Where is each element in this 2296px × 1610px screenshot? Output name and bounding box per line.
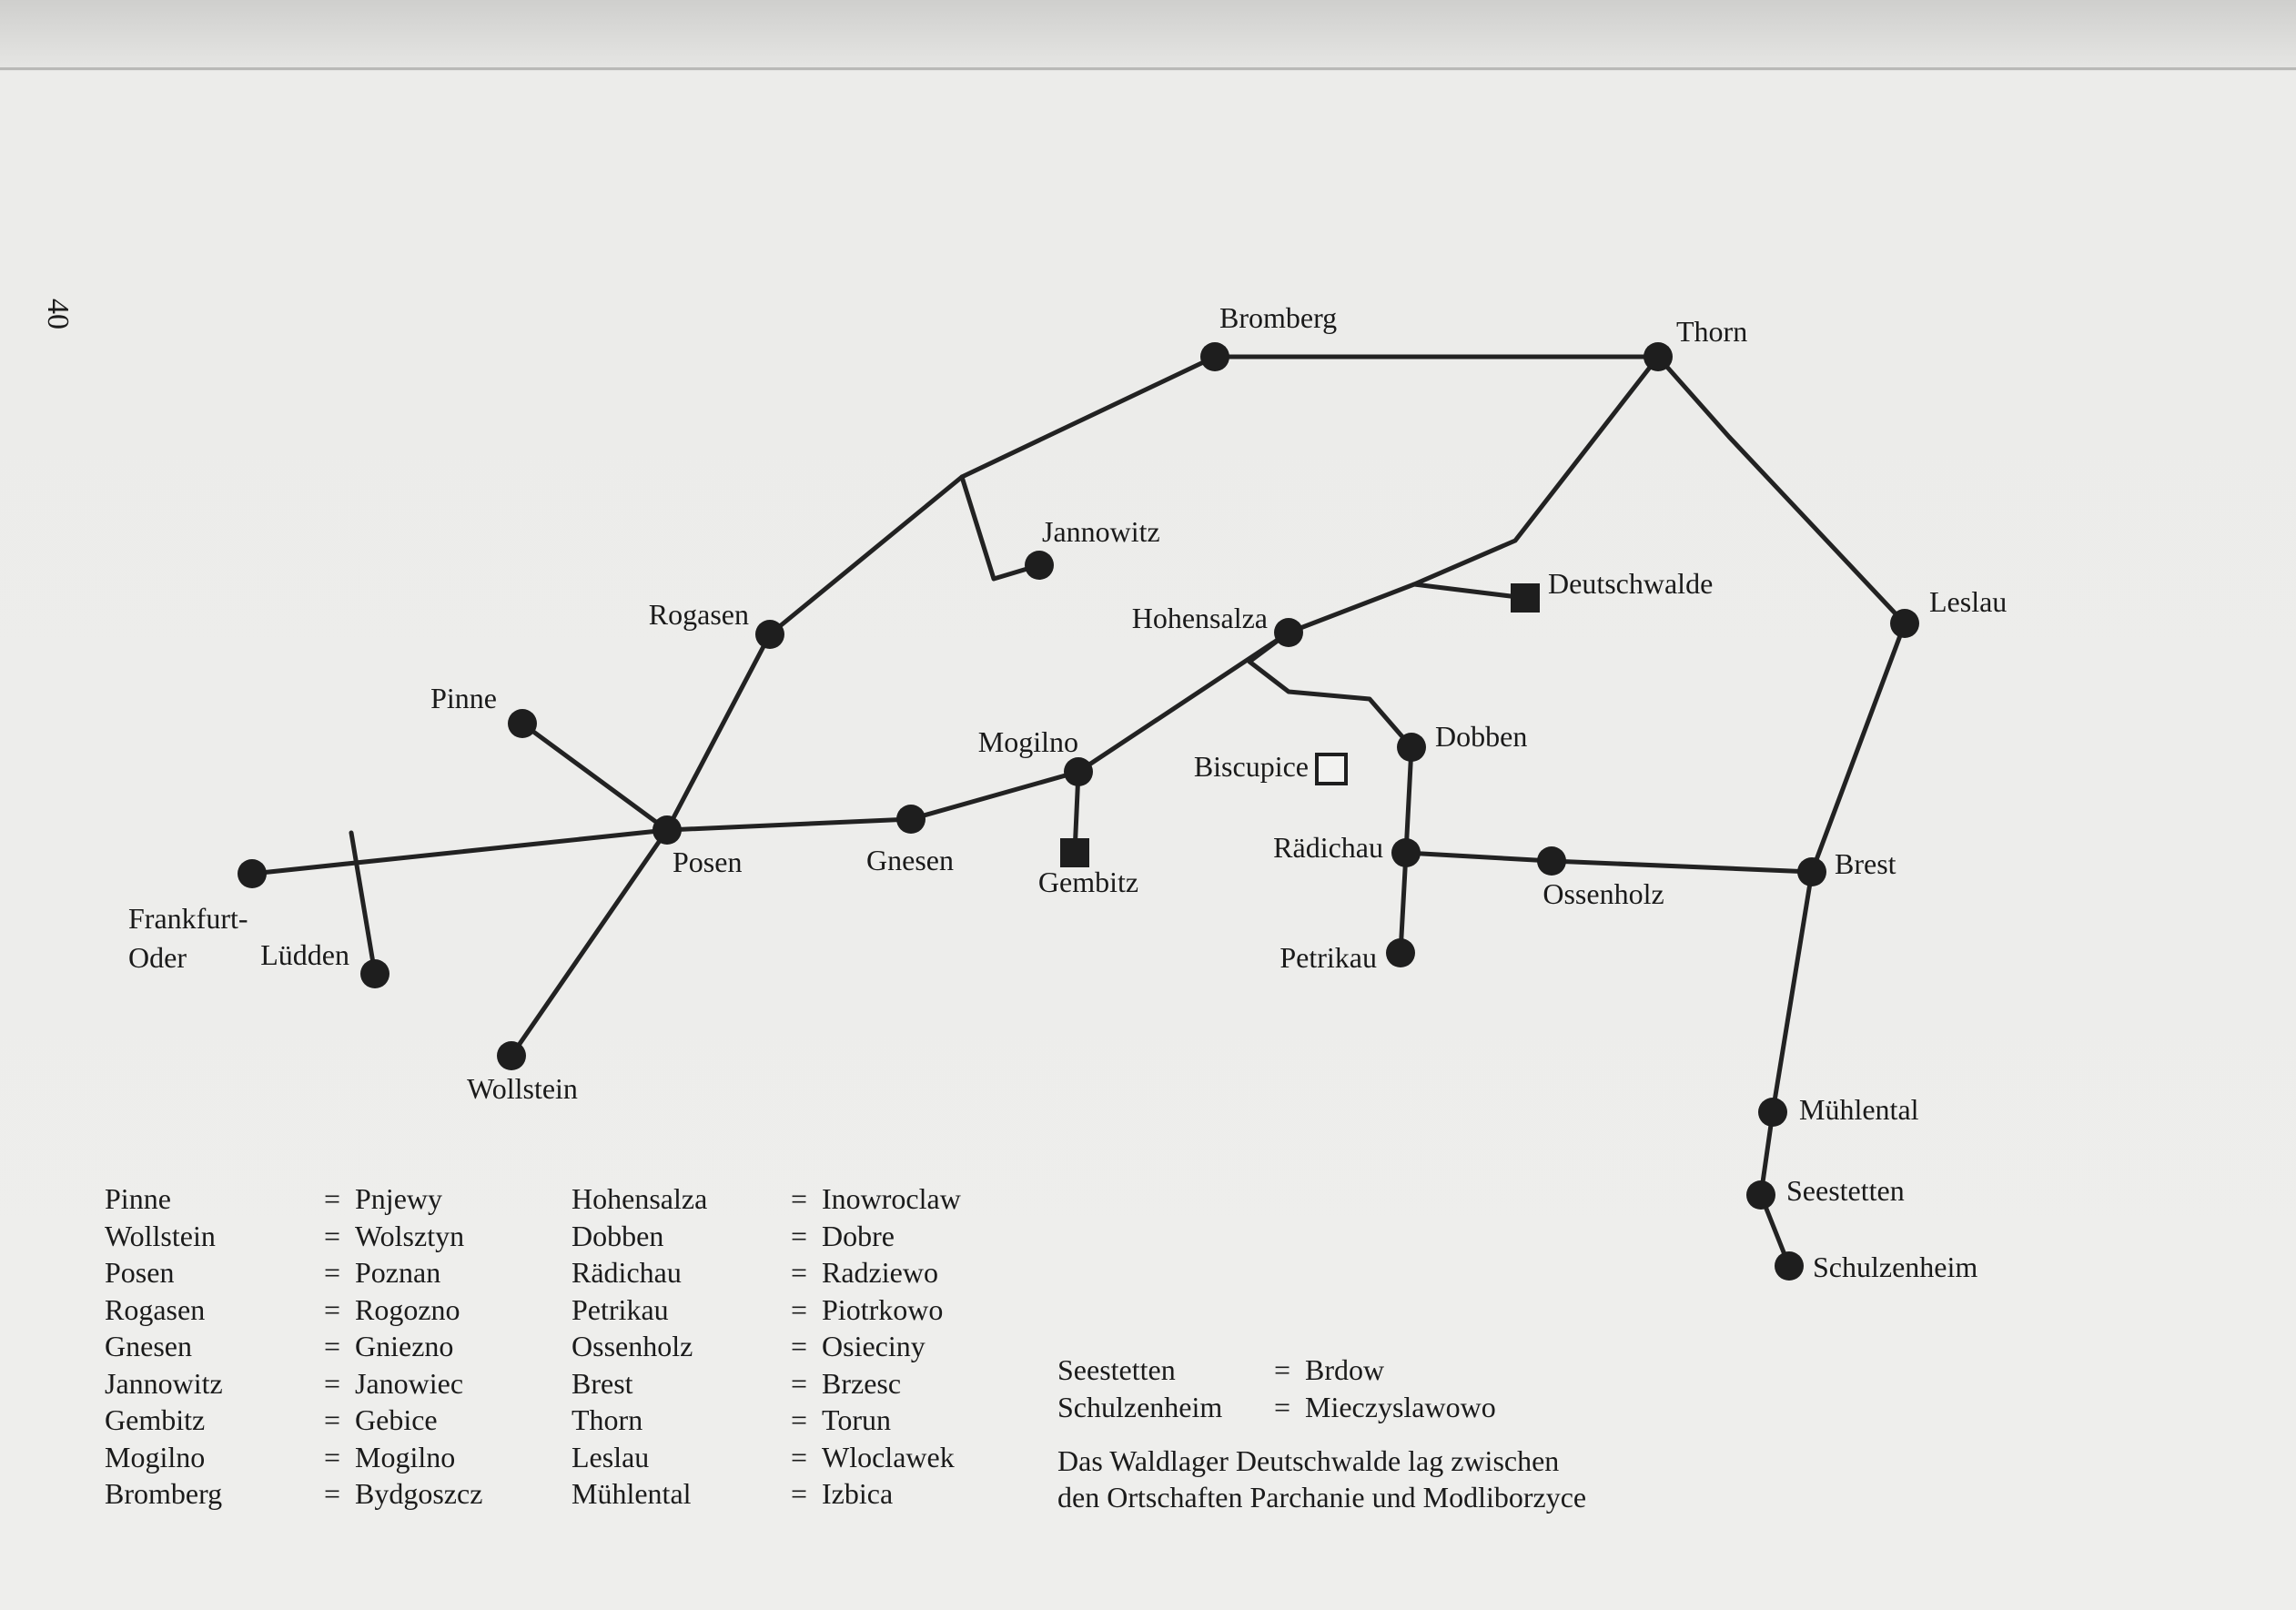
- rail-line-ossenholz-brest: [1552, 861, 1812, 872]
- legend-german-name: Hohensalza: [571, 1182, 708, 1215]
- legend-polish-name: Brdow: [1305, 1353, 1385, 1386]
- legend-german-name: Ossenholz: [571, 1330, 693, 1362]
- station-marker-muehlental: [1758, 1098, 1787, 1127]
- legend-row: [105, 1254, 564, 1291]
- note-line-1: Das Waldlager Deutschwalde lag zwischen: [1057, 1444, 1560, 1477]
- station-label-thorn: Thorn: [1676, 315, 1748, 348]
- legend-row: [571, 1218, 1031, 1255]
- rail-line-gnesen-mogilno: [911, 772, 1078, 819]
- station-label-seestetten: Seestetten: [1786, 1174, 1905, 1207]
- legend-row: [105, 1291, 564, 1329]
- legend-polish-name: Gniezno: [355, 1330, 454, 1362]
- rail-lines: [252, 357, 1905, 1266]
- station-label-mogilno: Mogilno: [977, 725, 1078, 758]
- station-marker-pinne: [508, 709, 537, 738]
- station-label-frankfurt: Frankfurt-Oder: [128, 902, 248, 974]
- legend-german-name: Rädichau: [571, 1256, 682, 1289]
- legend-row: [571, 1328, 1031, 1365]
- legend-row: [571, 1475, 1031, 1513]
- legend-column-1: [105, 1180, 564, 1513]
- legend-polish-name: Mieczyslawowo: [1305, 1390, 1496, 1423]
- station-marker-hohensalza: [1274, 618, 1303, 647]
- station-marker-frankfurt: [238, 859, 267, 888]
- station-label-gembitz: Gembitz: [1037, 866, 1139, 898]
- legend-german-name: Thorn: [571, 1403, 643, 1436]
- rail-line-raedichau-petrikau: [1401, 853, 1406, 953]
- rail-line-brest-muehlental: [1773, 872, 1812, 1112]
- legend-polish-name: Piotrkowo: [822, 1292, 944, 1326]
- legend-polish-name: Inowroclaw: [822, 1182, 961, 1215]
- legend-equals-sign: =: [790, 1366, 808, 1400]
- legend-equals-sign: =: [790, 1440, 808, 1473]
- legend-german-name: Brest: [571, 1366, 633, 1400]
- legend-row: [1057, 1352, 1542, 1389]
- legend-polish-name: Gebice: [355, 1403, 438, 1436]
- legend-row: [571, 1291, 1031, 1329]
- legend-polish-name: Bydgoszcz: [355, 1477, 483, 1510]
- legend-german-name: Gnesen: [105, 1330, 192, 1362]
- legend-equals-sign: =: [790, 1292, 808, 1326]
- legend-equals-sign: =: [323, 1477, 341, 1510]
- station-marker-luedden: [360, 959, 389, 988]
- legend-row: [105, 1402, 564, 1439]
- legend-row: [105, 1328, 564, 1365]
- note-line-2: den Ortschaften Parchanie und Modliborzyce: [1057, 1481, 1587, 1514]
- rail-line-wollstein-posen: [511, 830, 667, 1056]
- station-label-pinne: Pinne: [430, 682, 497, 714]
- legend-polish-name: Janowiec: [355, 1366, 464, 1400]
- legend-equals-sign: =: [1273, 1353, 1291, 1386]
- station-marker-deutschwalde: [1511, 583, 1540, 613]
- legend-row: [571, 1254, 1031, 1291]
- legend-german-name: Seestetten: [1057, 1353, 1176, 1386]
- legend-row: [571, 1402, 1031, 1439]
- station-marker-thorn: [1644, 342, 1673, 371]
- legend-equals-sign: =: [323, 1292, 341, 1326]
- station-label-jannowitz: Jannowitz: [1042, 515, 1160, 548]
- station-marker-gembitz: [1060, 838, 1089, 867]
- rail-line-hohensalza-dobben: [1249, 633, 1411, 747]
- legend-polish-name: Radziewo: [822, 1256, 938, 1289]
- legend-german-name: Mühlental: [571, 1477, 692, 1510]
- legend-equals-sign: =: [323, 1182, 341, 1215]
- legend-row: [105, 1365, 564, 1402]
- rail-line-leslau-brest: [1812, 623, 1905, 872]
- legend-german-name: Pinne: [105, 1182, 171, 1215]
- legend-polish-name: Pnjewy: [355, 1182, 442, 1215]
- station-marker-seestetten: [1746, 1180, 1775, 1210]
- station-label-biscupice: Biscupice: [1193, 750, 1309, 783]
- legend-row: [1057, 1389, 1542, 1426]
- legend-equals-sign: =: [323, 1440, 341, 1473]
- legend-row: [571, 1365, 1031, 1402]
- legend-column-3: [1057, 1352, 1542, 1425]
- rail-line-raedichau-ossenholz: [1406, 853, 1552, 861]
- legend-row: [105, 1180, 564, 1218]
- legend-german-name: Rogasen: [105, 1292, 206, 1326]
- legend-row: [105, 1439, 564, 1476]
- legend-polish-name: Brzesc: [822, 1366, 902, 1400]
- station-label-muehlental: Mühlental: [1799, 1093, 1919, 1126]
- rail-line-luedden-frankfurt-junction: [351, 833, 375, 974]
- page-number: 40: [41, 299, 75, 329]
- legend-equals-sign: =: [1273, 1390, 1291, 1423]
- station-label-gnesen: Gnesen: [866, 844, 954, 876]
- station-marker-leslau: [1890, 609, 1919, 638]
- rail-line-deutschwalde-hohensalza-thorn-junction: [1414, 584, 1525, 598]
- rail-line-pinne-posen: [522, 724, 667, 830]
- legend-polish-name: Rogozno: [355, 1292, 460, 1326]
- legend-polish-name: Izbica: [822, 1477, 894, 1510]
- legend-polish-name: Poznan: [355, 1256, 441, 1289]
- camp-note: [1057, 1443, 1586, 1515]
- rail-line-frankfurt-posen: [252, 830, 667, 874]
- station-label-ossenholz: Ossenholz: [1542, 877, 1664, 910]
- legend-equals-sign: =: [790, 1256, 808, 1289]
- rail-line-dobben-raedichau: [1406, 747, 1411, 853]
- station-label-posen: Posen: [673, 846, 743, 878]
- station-label-brest: Brest: [1835, 847, 1896, 880]
- legend-equals-sign: =: [790, 1330, 808, 1362]
- legend-equals-sign: =: [790, 1182, 808, 1215]
- legend-equals-sign: =: [790, 1219, 808, 1252]
- station-label-dobben: Dobben: [1435, 720, 1528, 753]
- legend-polish-name: Torun: [822, 1403, 891, 1436]
- legend-row: [105, 1218, 564, 1255]
- legend-polish-name: Dobre: [822, 1219, 895, 1252]
- legend-equals-sign: =: [323, 1219, 341, 1252]
- legend-german-name: Bromberg: [105, 1477, 223, 1510]
- legend-equals-sign: =: [790, 1403, 808, 1436]
- rail-line-rogasen-bromberg: [770, 357, 1215, 634]
- legend-german-name: Gembitz: [105, 1403, 206, 1436]
- station-marker-petrikau: [1386, 938, 1415, 967]
- legend-german-name: Jannowitz: [105, 1366, 223, 1400]
- legend-german-name: Dobben: [571, 1219, 664, 1252]
- legend-polish-name: Mogilno: [355, 1440, 456, 1473]
- station-marker-bromberg: [1200, 342, 1229, 371]
- station-marker-gnesen: [896, 805, 925, 834]
- station-marker-schulzenheim: [1775, 1251, 1804, 1281]
- station-marker-raedichau: [1391, 838, 1421, 867]
- station-labels: [128, 301, 2007, 1283]
- legend-german-name: Petrikau: [571, 1292, 669, 1326]
- legend-row: [571, 1439, 1031, 1476]
- legend-german-name: Mogilno: [105, 1440, 206, 1473]
- station-label-deutschwalde: Deutschwalde: [1548, 567, 1714, 600]
- legend-german-name: Leslau: [571, 1440, 650, 1473]
- legend-german-name: Posen: [105, 1256, 175, 1289]
- legend-equals-sign: =: [323, 1330, 341, 1362]
- legend-row: [571, 1180, 1031, 1218]
- station-label-leslau: Leslau: [1929, 585, 2008, 618]
- station-label-luedden: Lüdden: [260, 938, 349, 971]
- station-label-raedichau: Rädichau: [1273, 831, 1383, 864]
- legend-german-name: Wollstein: [105, 1219, 216, 1252]
- station-marker-posen: [652, 815, 682, 845]
- station-marker-dobben: [1397, 733, 1426, 762]
- station-marker-mogilno: [1064, 757, 1093, 786]
- legend-equals-sign: =: [323, 1256, 341, 1289]
- legend-german-name: Schulzenheim: [1057, 1390, 1223, 1423]
- station-label-schulzenheim: Schulzenheim: [1813, 1251, 1978, 1283]
- legend-equals-sign: =: [323, 1403, 341, 1436]
- station-marker-rogasen: [755, 620, 784, 649]
- station-marker-jannowitz: [1025, 551, 1054, 580]
- station-marker-biscupice: [1317, 754, 1346, 784]
- legend-polish-name: Wloclawek: [822, 1440, 955, 1473]
- station-label-wollstein: Wollstein: [467, 1072, 578, 1105]
- legend-row: [105, 1475, 564, 1513]
- rail-line-posen-gnesen: [667, 819, 911, 830]
- legend-equals-sign: =: [323, 1366, 341, 1400]
- station-label-bromberg: Bromberg: [1219, 301, 1338, 334]
- legend-polish-name: Wolsztyn: [355, 1219, 465, 1252]
- station-marker-ossenholz: [1537, 846, 1566, 876]
- station-label-rogasen: Rogasen: [648, 598, 749, 631]
- legend-column-2: [571, 1180, 1031, 1513]
- station-marker-wollstein: [497, 1041, 526, 1070]
- legend-polish-name: Osieciny: [822, 1330, 925, 1362]
- rail-line-posen-rogasen: [667, 634, 770, 830]
- station-marker-brest: [1797, 857, 1826, 886]
- legend-equals-sign: =: [790, 1477, 808, 1510]
- station-label-petrikau: Petrikau: [1279, 941, 1377, 974]
- station-label-hohensalza: Hohensalza: [1131, 602, 1268, 634]
